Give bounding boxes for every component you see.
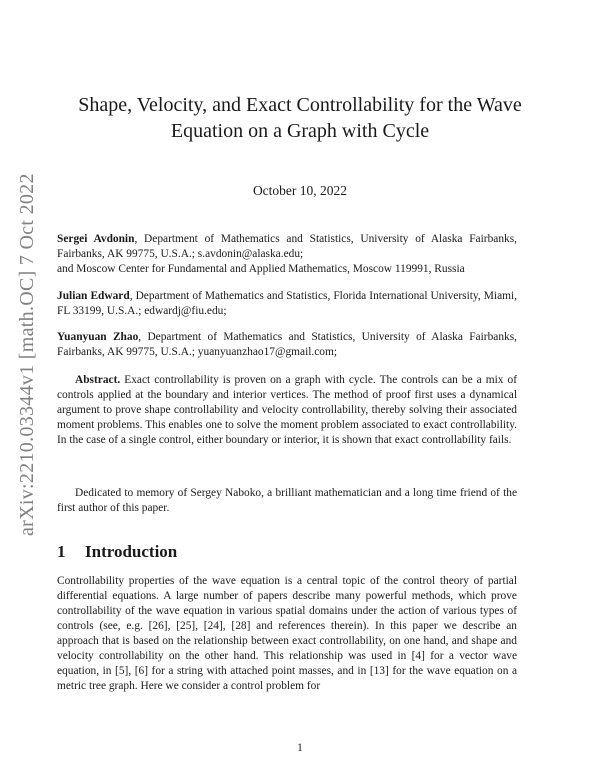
title-line-2: Equation on a Graph with Cycle xyxy=(170,120,430,142)
author-affiliation: , Department of Mathematics and Statistics, University of Alaska Fairbanks, Fairbanks, AK 99775, U.S.A.; s.avdonin@alaska.edu; xyxy=(57,233,517,260)
paper-date: October 10, 2022 xyxy=(252,183,348,198)
author-affiliation-2: and Moscow Center for Fundamental and Applied Mathematics, Moscow 119991, Russia xyxy=(57,263,465,275)
title-line-1: Shape, Velocity, and Exact Controllability for the Wave xyxy=(78,94,522,116)
paper-title xyxy=(0,92,600,144)
dedication: Dedicated to memory of Sergey Naboko, a brilliant mathematician and a long time friend of the first author of this paper. xyxy=(57,487,517,514)
page-number: 1 xyxy=(297,742,303,754)
author-block-1 xyxy=(57,232,517,277)
section-title: Introduction xyxy=(85,542,178,561)
abstract xyxy=(57,373,517,448)
author-name: Yuanyuan Zhao xyxy=(57,331,139,343)
author-affiliation: , Department of Mathematics and Statistics, University of Alaska Fairbanks, Fairbanks, AK 99775, U.S.A.; yuanyuanzhao17@gmail.com; xyxy=(57,331,517,358)
author-name: Julian Edward xyxy=(57,290,130,302)
author-affiliation: , Department of Mathematics and Statistics, Florida International University, Miami, FL 33199, U.S.A.; edwardj@fiu.edu; xyxy=(57,290,517,317)
arxiv-identifier xyxy=(16,173,38,536)
section-heading-introduction xyxy=(57,541,177,563)
arxiv-id-text: arXiv:2210.03344v1 [math.OC] 7 Oct 2022 xyxy=(16,173,38,536)
author-name: Sergei Avdonin xyxy=(57,233,135,245)
introduction-paragraph: Controllability properties of the wave equation is a central topic of the control theory of partial differential equations. A large number of papers describe many powerful methods, which prove controllability of the wave equation in various spatial domains under the action of various types of controls (see, e.g. [26], [25], [24], [28] and references therein). In this paper we describe an approach that is based on the relationship between exact controllability, on one hand, and shape and velocity controllability on the other hand. This relationship was used in [4] for a vector wave equation, in [5], [6] for a string with attached point masses, and in [13] for the wave equation on a metric tree graph. Here we consider a control problem for xyxy=(57,575,517,692)
abstract-label: Abstract. xyxy=(75,374,121,386)
section-number: 1 xyxy=(57,542,66,561)
author-block-2 xyxy=(57,289,517,319)
author-block-3 xyxy=(57,330,517,360)
abstract-text: Exact controllability is proven on a graph with cycle. The controls can be a mix of controls applied at the boundary and interior vertices. The method of proof first uses a dynamical argument to prove shape controllability and velocity controllability, thereby solving their associated moment problems. This enables one to solve the moment problem associated to exact controllability. In the case of a single control, either boundary or interior, it is shown that exact controllability fails. xyxy=(57,374,517,446)
